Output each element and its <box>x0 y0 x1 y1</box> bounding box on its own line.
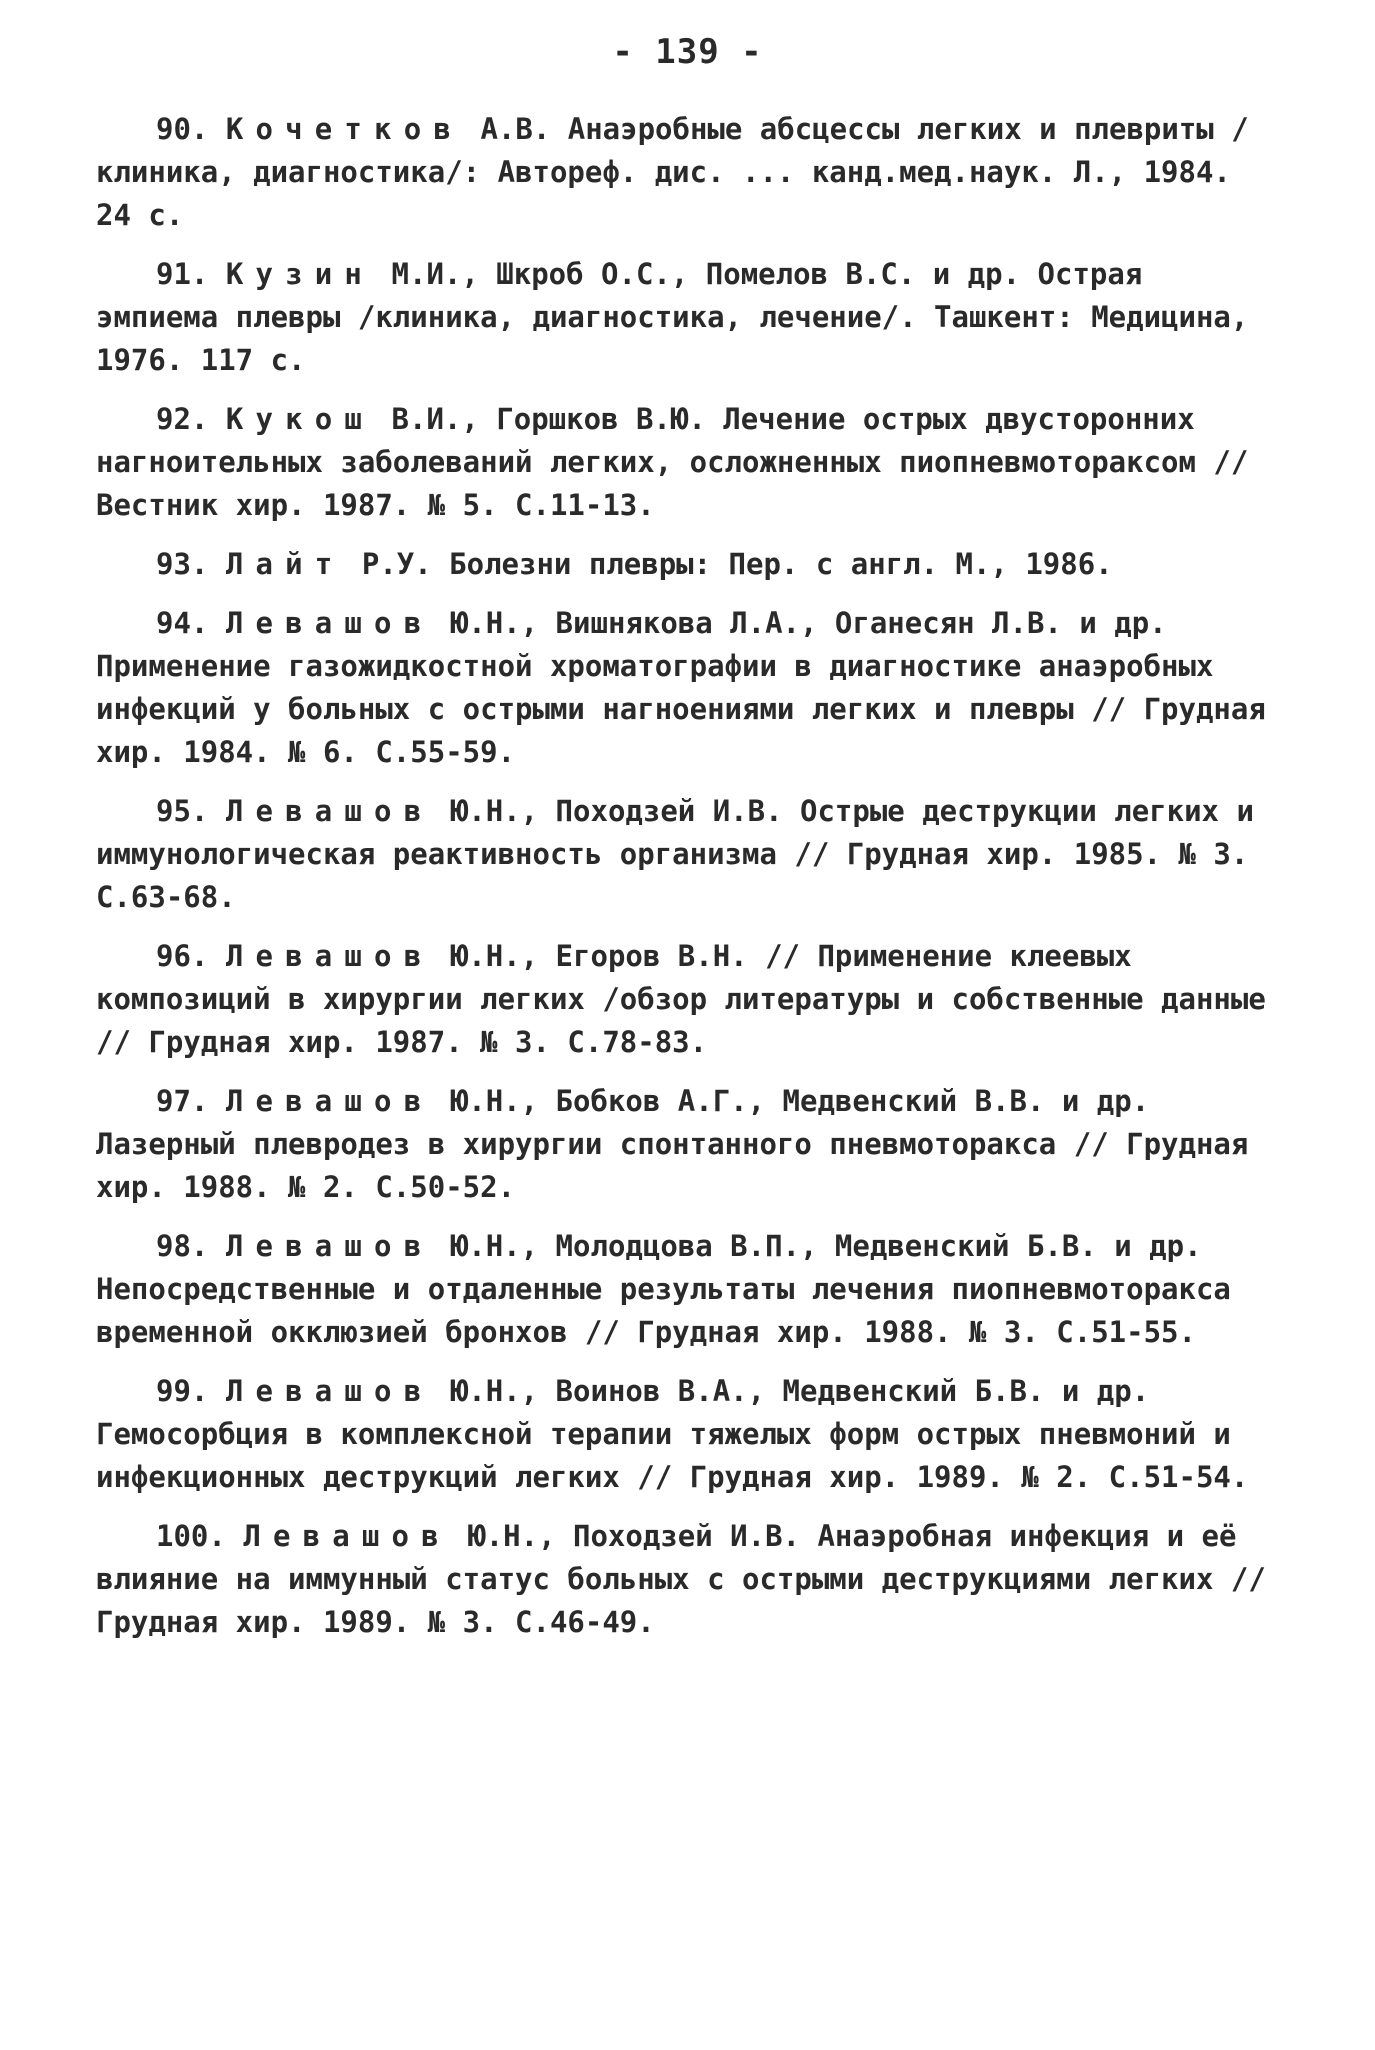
reference-author: Левашов <box>225 606 434 640</box>
reference-author: Левашов <box>243 1519 451 1553</box>
reference-number: 93. <box>156 547 209 581</box>
reference-text: Ю.Н., Бобков А.Г., Медвенский В.В. и др. Лазерный плевродез в хирургии спонтанного пневмоторакса // Грудная хир. 1988. № 2. С.50-52. <box>96 1084 1249 1204</box>
reference-author: Левашов <box>225 939 434 973</box>
reference-author: Кузин <box>225 257 375 291</box>
reference-number: 97. <box>156 1084 209 1118</box>
reference-item <box>96 790 1276 919</box>
reference-item <box>96 602 1276 774</box>
reference-text: А.В. Анаэробные абсцессы легких и плевриты /клиника, диагностика/: Автореф. дис. ... канд.мед.наук. Л., 1984. 24 с. <box>96 112 1249 232</box>
reference-text: Ю.Н., Вишнякова Л.А., Оганесян Л.В. и др. Применение газожидкостной хроматографии в диагностике анаэробных инфекций у больных с острыми нагноениями легких и плевры // Грудная хир. 1984. № 6. С.55-59. <box>96 606 1266 769</box>
reference-author: Левашов <box>225 1084 434 1118</box>
reference-number: 96. <box>156 939 209 973</box>
reference-number: 90. <box>156 112 209 146</box>
reference-item <box>96 1370 1276 1499</box>
reference-text: М.И., Шкроб О.С., Помелов В.С. и др. Острая эмпиема плевры /клиника, диагностика, лечение/. Ташкент: Медицина, 1976. 117 с. <box>96 257 1249 377</box>
reference-author: Левашов <box>225 1229 434 1263</box>
reference-author: Кочетков <box>225 112 463 146</box>
reference-item <box>96 935 1276 1064</box>
reference-number: 99. <box>156 1374 209 1408</box>
reference-number: 98. <box>156 1229 209 1263</box>
reference-item <box>96 1515 1276 1644</box>
reference-item <box>96 108 1276 237</box>
reference-number: 92. <box>156 402 209 436</box>
reference-text: Ю.Н., Походзей И.В. Острые деструкции легких и иммунологическая реактивность организма // Грудная хир. 1985. № 3. С.63-68. <box>96 794 1254 914</box>
page-number: - 139 - <box>612 32 763 72</box>
reference-author: Левашов <box>225 1374 434 1408</box>
reference-item <box>96 1080 1276 1209</box>
reference-author: Лайт <box>225 547 345 581</box>
reference-number: 91. <box>156 257 209 291</box>
reference-list <box>96 108 1276 1660</box>
reference-author: Кукош <box>225 402 375 436</box>
reference-item <box>96 253 1276 382</box>
reference-item <box>96 1225 1276 1354</box>
reference-item <box>96 398 1276 527</box>
reference-text: Р.У. Болезни плевры: Пер. с англ. М., 1986. <box>344 547 1113 581</box>
reference-text: В.И., Горшков В.Ю. Лечение острых двусторонних нагноительных заболеваний легких, осложненных пиопневмотораксом // Вестник хир. 1987. № 5. С.11-13. <box>96 402 1249 522</box>
reference-number: 100. <box>156 1519 226 1553</box>
reference-text: Ю.Н., Егоров В.Н. // Применение клеевых композиций в хирургии легких /обзор литературы и собственные данные // Грудная хир. 1987. № 3. С.78-83. <box>96 939 1266 1059</box>
reference-author: Левашов <box>225 794 434 828</box>
reference-text: Ю.Н., Молодцова В.П., Медвенский Б.В. и др. Непосредственные и отдаленные результаты лечения пиопневмоторакса временной окклюзией бронхов // Грудная хир. 1988. № 3. С.51-55. <box>96 1229 1231 1349</box>
reference-text: Ю.Н., Походзей И.В. Анаэробная инфекция и её влияние на иммунный статус больных с острыми деструкциями легких // Грудная хир. 1989. № 3. С.46-49. <box>96 1519 1266 1639</box>
reference-number: 95. <box>156 794 209 828</box>
reference-number: 94. <box>156 606 209 640</box>
reference-item <box>96 543 1276 586</box>
reference-text: Ю.Н., Воинов В.А., Медвенский Б.В. и др. Гемосорбция в комплексной терапии тяжелых форм острых пневмоний и инфекционных деструкций легких // Грудная хир. 1989. № 2. С.51-54. <box>96 1374 1249 1494</box>
